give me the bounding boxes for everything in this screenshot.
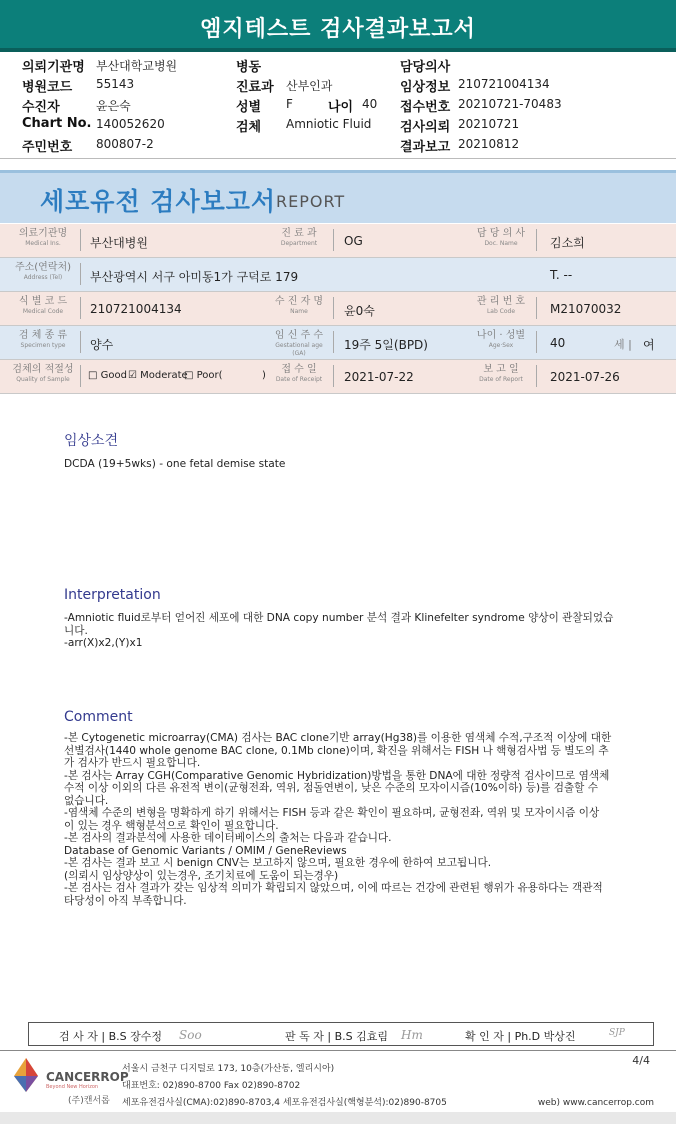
company-phone: 대표번호: 02)890-8700 Fax 02)890-8702 (122, 1081, 301, 1091)
header-row-3 (22, 96, 662, 116)
age-label: 나이 (328, 100, 354, 115)
separator (80, 365, 81, 387)
logo-tagline: Beyond New Horizon (46, 1084, 99, 1090)
row4-label1: 검 체 종 류 Specimen type (18, 330, 68, 349)
report-banner (0, 170, 676, 223)
header-row-4 (22, 116, 662, 136)
report-subtitle: REPORT (276, 192, 346, 211)
report-date-value-cell: 2021-07-26 (550, 370, 620, 384)
separator (333, 365, 334, 387)
sex-value-cell: 여 (643, 338, 655, 352)
logo-text: CANCERROP (46, 1070, 129, 1084)
report-date-label: 결과보고 (400, 140, 451, 155)
dept-label: 진료과 (236, 80, 274, 95)
quality-poor-checkbox[interactable]: □ Poor( (184, 370, 223, 381)
info-row-specimen (0, 326, 676, 360)
comment-text: -본 Cytogenetic microarray(CMA) 검사는 BAC clone기반 array(Hg38)를 이용한 염색체 수적,구조적 이상에 대한 선별검사(1440 whole genome BAC clone, 0.1Mb clone)이며, 확진을 위해서는 FISH 나 핵형검사법 등 별도의 추 가 검사가 반드시 필요합니다. -본 검사는 Array CGH(Comparative Genomic Hybridization)방법을 통한 DNA에 대한 정량적 검사이므로 염색체 수적 이상 이외의 다른 유전적 변이(균형전좌, 역위, 점돌연변이, 낮은 수준의 모자이시즘(10%이하) 등)를 검출할 수 없습니다. -염색체 수준의 변형을 명확하게 하기 위해서는 FISH 등과 같은 확인이 필요하며, 균형전좌, 역위 및 모자이시즘 이상 이 있는 경우 핵형분석으로 확인이 필요합니다. -본 검사의 결과분석에 사용한 데이터베이스의 출처는 다음과 같습니다. Database of Genomic Variants / OMIM / GeneReviews -본 검사는 결과 보고 시 benign CNV는 보고하지 않으며, 필요한 경우에 한하여 보고됩니다. (의뢰시 임상양상이 있는경우, 조기치료에 도움이 되는경우) -본 검사는 검사 결과가 갖는 임상적 의미가 확립되지 않았으며, 이에 따르는 건강에 관련된 행위가 유용하다는 객관적 타당성이 아직 부족합니다. (64, 732, 612, 907)
separator (333, 229, 334, 251)
row3-label2: 수 진 자 명 Name (274, 296, 324, 315)
row3-value1: 210721004134 (90, 302, 182, 316)
examiner-name: 검 사 자 | B.S 장수정 (59, 1030, 162, 1043)
separator (536, 365, 537, 387)
title-bar (0, 0, 676, 52)
separator (536, 229, 537, 251)
separator (333, 297, 334, 319)
signature-box (28, 1022, 654, 1046)
sex-label: 성별 (236, 100, 262, 115)
row1-label3: 담 당 의 사 Doc. Name (476, 228, 526, 247)
reader-signature: Hm (401, 1028, 423, 1042)
approver-signature: SJP (609, 1028, 625, 1038)
logo-korean: (주)캔서롭 (68, 1096, 110, 1106)
clinical-text: DCDA (19+5wks) - one fetal demise state (64, 458, 286, 470)
row4-label2: 임 신 주 수 Gestational age (GA) (274, 330, 324, 357)
cancerrop-logo-icon (10, 1056, 42, 1094)
header-row-5 (22, 136, 662, 156)
institution-label: 의뢰기관명 (22, 60, 85, 75)
header-row-1 (22, 56, 662, 76)
dept-value: 산부인과 (286, 79, 333, 93)
row1-value2: OG (344, 234, 363, 248)
quality-poor-close: ) (262, 370, 266, 381)
row2-value3: T. -- (550, 268, 573, 282)
specimen-value: Amniotic Fluid (286, 117, 372, 131)
separator (333, 331, 334, 353)
sex-value: F (286, 97, 293, 111)
ward-label: 병동 (236, 60, 262, 75)
receipt-date-value: 2021-07-22 (344, 370, 414, 384)
row4-value2: 19주 5일(BPD) (344, 338, 428, 352)
comment-title: Comment (64, 709, 133, 725)
institution-value: 부산대학교병원 (96, 59, 178, 73)
quality-good-checkbox[interactable]: □ Good (88, 370, 127, 381)
clinical-info-label: 임상정보 (400, 80, 451, 95)
age-value-cell: 40 (550, 336, 566, 350)
footer-divider (0, 1050, 676, 1051)
examiner-signature: Soo (179, 1028, 202, 1042)
id-label: 주민번호 (22, 140, 73, 155)
company-web[interactable]: web) www.cancerrop.com (537, 1098, 654, 1108)
row1-label1: 의료기관명 Medical Ins. (18, 228, 68, 247)
clinical-info-value: 210721004134 (458, 77, 550, 91)
row3-value2: 윤0숙 (344, 304, 375, 318)
code-label: 병원코드 (22, 80, 73, 95)
chart-label: Chart No. (22, 116, 92, 131)
examinee-value: 윤은숙 (96, 99, 131, 113)
receipt-no-value: 20210721-70483 (458, 97, 562, 111)
separator (536, 331, 537, 353)
interpretation-text: -Amniotic fluid로부터 얻어진 세포에 대한 DNA copy number 분석 결과 Klinefelter syndrome 양상이 관찰되었습 니다. -arr(X)x2,(Y)x1 (64, 612, 614, 649)
interpretation-title: Interpretation (64, 587, 161, 603)
row4-value1: 양수 (90, 338, 114, 352)
row1-label2: 진 료 과 Department (280, 228, 318, 247)
document-title: 엠지테스트 검사결과보고서 (200, 17, 476, 42)
separator (80, 331, 81, 353)
info-row-institution (0, 224, 676, 258)
info-row-address (0, 258, 676, 292)
header-row-2 (22, 76, 662, 96)
age-value: 40 (362, 97, 378, 111)
row1-value1: 부산대병원 (90, 236, 148, 250)
doctor-label: 담당의사 (400, 60, 451, 75)
request-date-value: 20210721 (458, 117, 520, 131)
row2-label1: 주소(연락처) Address (Tel) (14, 262, 72, 281)
row2-value1: 부산광역시 서구 아미동1가 구덕로 179 (90, 270, 299, 284)
age-unit: 세 | (614, 338, 632, 351)
separator (80, 263, 81, 285)
specimen-label: 검체 (236, 120, 262, 135)
info-row-code (0, 292, 676, 326)
separator (80, 229, 81, 251)
reader-name: 판 독 자 | B.S 김효림 (285, 1030, 388, 1043)
examinee-label: 수진자 (22, 100, 60, 115)
row4-label3: 나이 · 성별 Age·Sex (476, 330, 526, 349)
quality-moderate-checkbox[interactable]: ☑ Moderate (128, 370, 188, 381)
bottom-bar (0, 1112, 676, 1124)
row5-label1: 검체의 적절성 Quality of Sample (12, 364, 74, 383)
row5-label2: 접 수 일 Date of Receipt (275, 364, 323, 383)
row1-value3: 김소희 (550, 236, 585, 250)
separator (80, 297, 81, 319)
report-date-value: 20210812 (458, 137, 520, 151)
row3-label1: 식 별 코 드 Medical Code (18, 296, 68, 315)
chart-value: 140052620 (96, 117, 165, 131)
row5-label3: 보 고 일 Date of Report (479, 364, 523, 383)
company-address: 서울시 금천구 디지털로 173, 10층(가산동, 엘리시아) (122, 1064, 335, 1074)
info-row-quality (0, 360, 676, 394)
company-labs: 세포유전검사실(CMA):02)890-8703,4 세포유전검사실(핵형분석):02)890-8705 (122, 1098, 447, 1108)
request-date-label: 검사의뢰 (400, 120, 451, 135)
header-divider (0, 158, 676, 159)
row3-value3: M21070032 (550, 302, 622, 316)
id-value: 800807-2 (96, 137, 154, 151)
row3-label3: 관 리 번 호 Lab Code (476, 296, 526, 315)
separator (536, 297, 537, 319)
code-value: 55143 (96, 77, 135, 91)
report-title: 세포유전 검사보고서 (40, 187, 277, 216)
receipt-no-label: 접수번호 (400, 100, 451, 115)
clinical-title: 임상소견 (64, 433, 119, 449)
approver-name: 확 인 자 | Ph.D 박상진 (465, 1030, 576, 1043)
page-number: 4/4 (632, 1054, 650, 1067)
